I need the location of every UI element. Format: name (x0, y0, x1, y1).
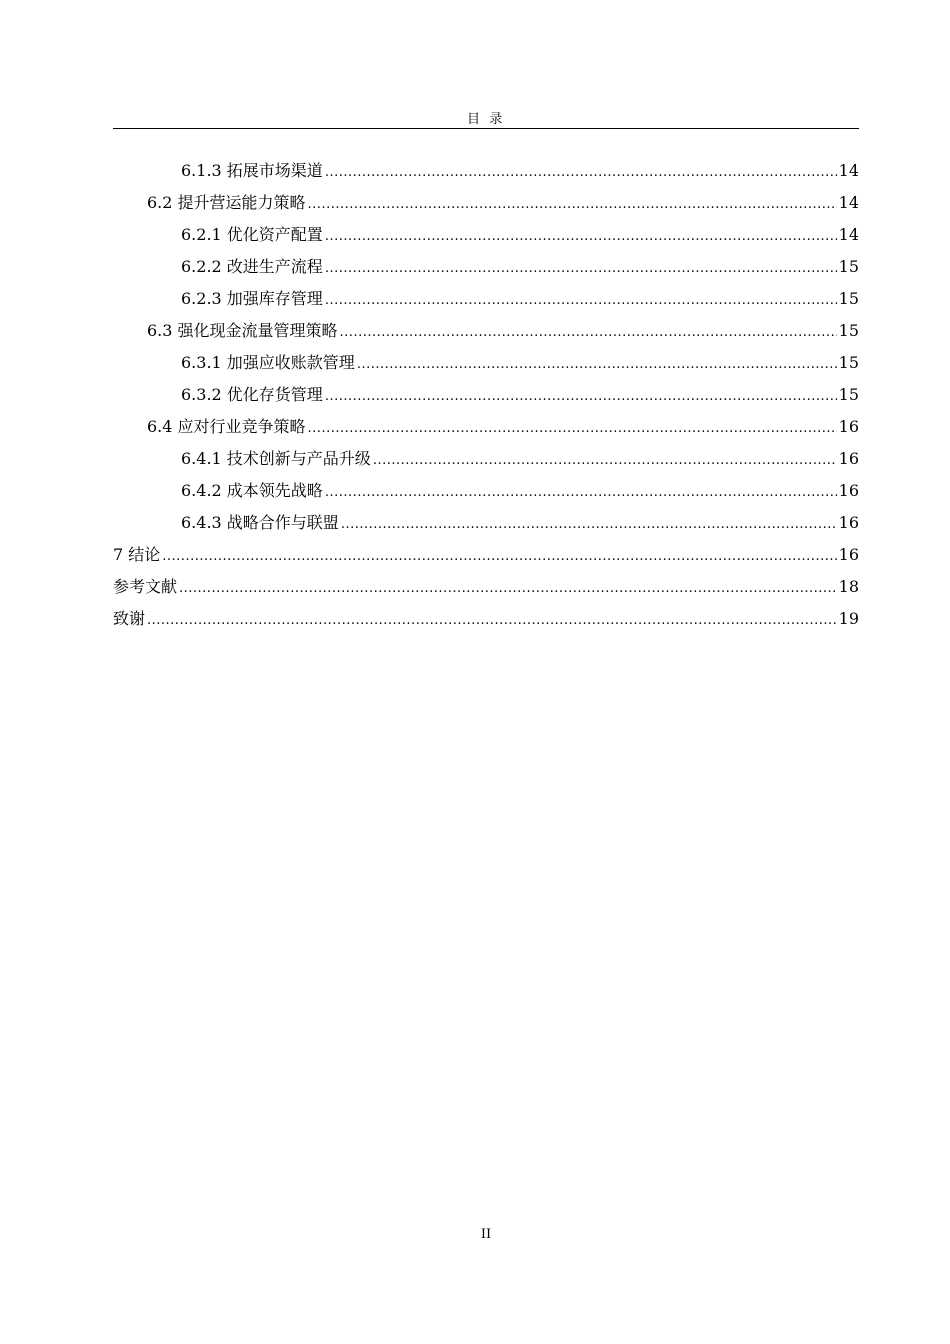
toc-entry-page: 14 (838, 161, 859, 180)
toc-entry-label: 7 结论 (113, 545, 161, 564)
toc-entry-label: 6.4.1 技术创新与产品升级 (181, 449, 371, 468)
toc-dot-leader (325, 285, 837, 317)
toc-entry-label: 6.2.2 改进生产流程 (181, 257, 323, 276)
toc-entry-page: 19 (838, 609, 859, 628)
toc-entry-label: 6.1.3 拓展市场渠道 (181, 161, 323, 180)
toc-entry-page: 16 (838, 545, 859, 564)
toc-entry-label: 6.4.2 成本领先战略 (181, 481, 323, 500)
toc-entry-page: 16 (838, 449, 859, 468)
toc-entry[interactable] (113, 155, 859, 187)
toc-dot-leader (147, 605, 837, 637)
toc-entry-page: 16 (838, 417, 859, 436)
page-header-title: 目 录 (467, 112, 505, 127)
toc-dot-leader (162, 541, 836, 573)
toc-entry-page: 16 (838, 481, 859, 500)
toc-dot-leader (308, 189, 837, 221)
toc-dot-leader (357, 349, 837, 381)
toc-dot-leader (325, 381, 837, 413)
toc-entry-label: 参考文献 (113, 577, 178, 596)
toc-entry-page: 18 (838, 577, 859, 596)
toc-entry[interactable] (113, 411, 859, 443)
toc-entry[interactable] (113, 571, 859, 603)
toc-entry-page: 16 (838, 513, 859, 532)
toc-entry-label: 6.2.3 加强库存管理 (181, 289, 323, 308)
toc-entry[interactable] (113, 539, 859, 571)
toc-dot-leader (325, 477, 837, 509)
toc-entry-label: 6.3.1 加强应收账款管理 (181, 353, 355, 372)
toc-entry[interactable] (113, 283, 859, 315)
toc-entry-page: 15 (838, 289, 859, 308)
toc-entry-label: 6.4 应对行业竞争策略 (147, 417, 306, 436)
toc-entry[interactable] (113, 219, 859, 251)
toc-entry-page: 15 (838, 321, 859, 340)
toc-entry-label: 6.3 强化现金流量管理策略 (147, 321, 338, 340)
toc-entry[interactable] (113, 379, 859, 411)
toc-entry[interactable] (113, 603, 859, 635)
toc-entry[interactable] (113, 443, 859, 475)
toc-entry[interactable] (113, 507, 859, 539)
toc-dot-leader (373, 445, 837, 477)
toc-entry-label: 6.3.2 优化存货管理 (181, 385, 323, 404)
toc-entry-label: 6.2.1 优化资产配置 (181, 225, 323, 244)
toc-entry[interactable] (113, 315, 859, 347)
toc-entry-page: 15 (838, 385, 859, 404)
table-of-contents (113, 155, 859, 635)
toc-entry-page: 15 (838, 257, 859, 276)
toc-entry-page: 14 (838, 193, 859, 212)
page-number: II (480, 1227, 492, 1242)
toc-entry[interactable] (113, 475, 859, 507)
toc-dot-leader (325, 157, 837, 189)
toc-entry-label: 6.2 提升营运能力策略 (147, 193, 306, 212)
toc-entry[interactable] (113, 347, 859, 379)
toc-entry-page: 15 (838, 353, 859, 372)
toc-dot-leader (341, 509, 837, 541)
toc-dot-leader (325, 221, 837, 253)
toc-entry-label: 6.4.3 战略合作与联盟 (181, 513, 339, 532)
toc-dot-leader (308, 413, 837, 445)
toc-entry-page: 14 (838, 225, 859, 244)
toc-dot-leader (340, 317, 837, 349)
toc-entry[interactable] (113, 251, 859, 283)
header-divider (113, 128, 859, 129)
toc-dot-leader (325, 253, 837, 285)
toc-entry-label: 致谢 (113, 609, 146, 628)
toc-dot-leader (179, 573, 837, 605)
toc-entry[interactable] (113, 187, 859, 219)
